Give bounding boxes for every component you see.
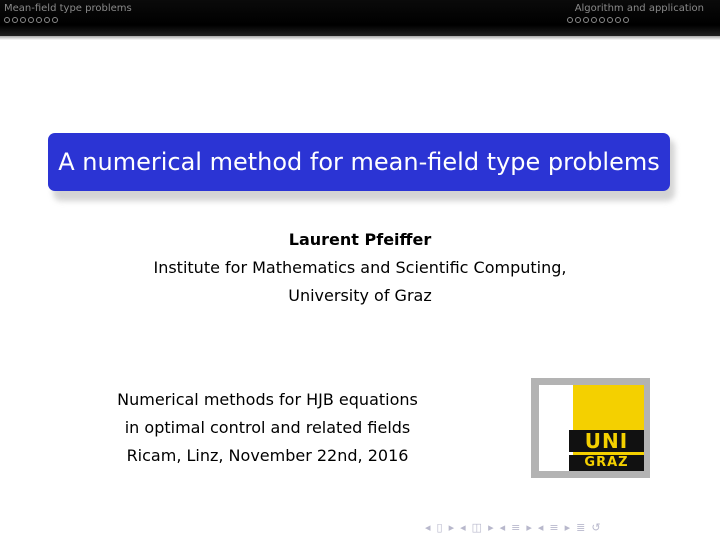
- logo-white-panel: [539, 385, 573, 471]
- nav-dot[interactable]: [567, 17, 573, 23]
- navigation-bar: [0, 0, 720, 36]
- nav-dot[interactable]: [4, 17, 10, 23]
- logo-graz-text: GRAZ: [569, 455, 644, 471]
- nav-dots-right: [567, 17, 629, 23]
- nav-section-mean-field[interactable]: Mean-field type problems: [4, 3, 132, 14]
- beamer-navigation: [425, 521, 601, 534]
- nav-dot[interactable]: [44, 17, 50, 23]
- nav-dot[interactable]: [12, 17, 18, 23]
- nav-dot[interactable]: [615, 17, 621, 23]
- navbar-shadow: [0, 36, 720, 40]
- frame-icon[interactable]: ▯: [436, 521, 443, 534]
- author-name: Laurent Pfeiffer: [288, 230, 432, 249]
- nav-dots-left: [4, 17, 58, 23]
- nav-dot[interactable]: [599, 17, 605, 23]
- institution-line-1: Institute for Mathematics and Scientific Computing,: [153, 258, 567, 277]
- uni-graz-logo: [531, 378, 650, 478]
- align-icon[interactable]: ≣: [576, 521, 586, 534]
- next-section-icon[interactable]: ▸: [526, 521, 532, 534]
- event-line-1: Numerical methods for HJB equations: [117, 390, 418, 409]
- title-block: [48, 133, 670, 191]
- document-icon[interactable]: ≡: [549, 521, 559, 534]
- nav-dot[interactable]: [575, 17, 581, 23]
- prev-frame-icon[interactable]: ◂: [425, 521, 431, 534]
- subsection-icon[interactable]: ◫: [471, 521, 483, 534]
- slide-title: A numerical method for mean-field type problems: [58, 148, 660, 176]
- nav-dot[interactable]: [52, 17, 58, 23]
- next-doc-icon[interactable]: ▸: [564, 521, 571, 534]
- nav-dot[interactable]: [607, 17, 613, 23]
- logo-uni-text: UNI: [569, 430, 644, 452]
- nav-dot[interactable]: [623, 17, 629, 23]
- prev-doc-icon[interactable]: ◂: [537, 521, 544, 534]
- event-line-2: in optimal control and related fields: [124, 418, 411, 437]
- prev-subsection-icon[interactable]: ◂: [460, 521, 466, 534]
- nav-dot[interactable]: [36, 17, 42, 23]
- nav-dot[interactable]: [583, 17, 589, 23]
- section-icon[interactable]: ≡: [511, 521, 521, 534]
- institution-line-2: University of Graz: [288, 286, 432, 305]
- prev-section-icon[interactable]: ◂: [499, 521, 506, 534]
- event-line-3: Ricam, Linz, November 22nd, 2016: [126, 446, 409, 465]
- nav-dot[interactable]: [28, 17, 34, 23]
- nav-section-algorithm[interactable]: Algorithm and application: [574, 3, 704, 14]
- next-frame-icon[interactable]: ▸: [448, 521, 455, 534]
- nav-dot[interactable]: [20, 17, 26, 23]
- search-icon[interactable]: ↺: [591, 521, 601, 534]
- next-subsection-icon[interactable]: ▸: [488, 521, 494, 534]
- nav-dot[interactable]: [591, 17, 597, 23]
